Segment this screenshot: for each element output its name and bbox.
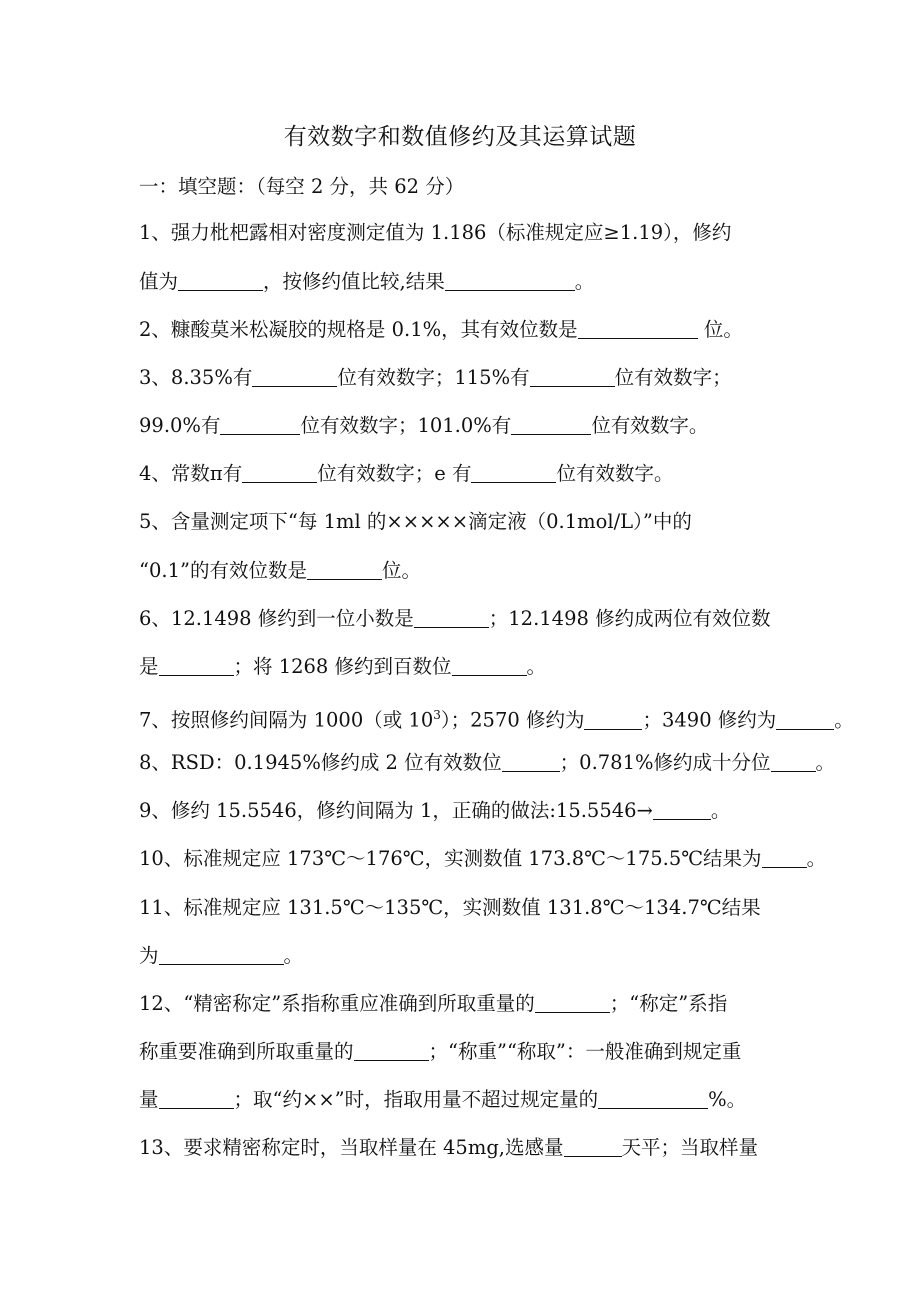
question-6-line-1 xyxy=(139,604,899,634)
q6-text-d: ；将 1268 修约到百数位 xyxy=(233,655,452,678)
q12-text-f: ；取“约××”时，指取用量不超过规定量的 xyxy=(233,1088,599,1111)
answer-blank[interactable] xyxy=(354,1038,429,1061)
question-12-line-3 xyxy=(139,1085,899,1115)
question-5-line-2 xyxy=(139,556,899,586)
section-heading: 一：填空题：（每空 2 分，共 62 分） xyxy=(139,175,465,198)
q5-text-b: “0.1”的有效位数是 xyxy=(139,559,307,582)
question-13-line xyxy=(139,1133,899,1163)
q7-text-c: ；3490 修约为 xyxy=(642,708,777,732)
q8-text-a: 8、RSD：0.1945%修约成 2 位有效数位 xyxy=(139,751,502,774)
q10-text-b: 。 xyxy=(806,847,827,870)
question-2-line xyxy=(139,315,899,345)
answer-blank[interactable] xyxy=(445,268,575,291)
answer-blank[interactable] xyxy=(771,749,816,772)
answer-blank[interactable] xyxy=(220,412,300,435)
q11-text-a: 11、标准规定应 131.5℃～135℃，实测数值 131.8℃～134.7℃结果 xyxy=(139,896,761,919)
q1-text-a: 1、强力枇杷露相对密度测定值为 1.186（标准规定应≥1.19），修约 xyxy=(139,221,732,244)
answer-blank[interactable] xyxy=(653,797,711,820)
q6-text-a: 6、12.1498 修约到一位小数是 xyxy=(139,607,414,630)
question-3-line-1 xyxy=(139,363,899,393)
q9-text-b: 。 xyxy=(710,799,731,822)
question-6-line-2 xyxy=(139,652,899,682)
answer-blank[interactable] xyxy=(471,460,556,483)
page-title: 有效数字和数值修约及其运算试题 xyxy=(283,124,637,150)
q3-text-c: 位有效数字； xyxy=(614,366,732,389)
question-12-line-1 xyxy=(139,989,899,1019)
q1-text-d: 。 xyxy=(574,270,595,293)
answer-blank[interactable] xyxy=(530,364,615,387)
answer-blank[interactable] xyxy=(762,845,807,868)
q7-superscript: 3 xyxy=(433,708,441,722)
answer-blank[interactable] xyxy=(242,460,317,483)
question-8-line xyxy=(139,748,899,778)
q10-text-a: 10、标准规定应 173℃～176℃，实测数值 173.8℃～175.5℃结果为 xyxy=(139,847,762,870)
answer-blank[interactable] xyxy=(598,1086,708,1109)
q3-text-d: 99.0%有 xyxy=(139,414,221,437)
q9-text-a: 9、修约 15.5546，修约间隔为 1，正确的做法:15.5546→ xyxy=(139,799,653,822)
question-12-line-2 xyxy=(139,1037,899,1067)
answer-blank[interactable] xyxy=(776,707,834,730)
answer-blank[interactable] xyxy=(578,316,698,339)
q12-text-b: ；“称定”系指 xyxy=(609,992,728,1015)
q12-text-d: ；“称重”“称取”：一般准确到规定重 xyxy=(428,1040,742,1063)
question-1-line-2 xyxy=(139,267,899,297)
q4-text-c: 位有效数字。 xyxy=(556,462,674,485)
q6-text-b: ；12.1498 修约成两位有效位数 xyxy=(488,607,771,630)
question-7-line xyxy=(139,700,899,730)
q7-text-d: 。 xyxy=(834,708,854,732)
question-5-line-1 xyxy=(139,507,899,537)
answer-blank[interactable] xyxy=(414,605,489,628)
q12-text-c: 称重要准确到所取重量的 xyxy=(139,1040,354,1063)
question-3-line-2 xyxy=(139,411,899,441)
answer-blank[interactable] xyxy=(452,653,527,676)
answer-blank[interactable] xyxy=(159,653,234,676)
question-11-line-2 xyxy=(139,941,899,971)
answer-blank[interactable] xyxy=(178,268,263,291)
q11-text-c: 。 xyxy=(283,944,304,967)
q6-text-c: 是 xyxy=(139,655,159,678)
q4-text-a: 4、常数π有 xyxy=(139,462,243,485)
q4-text-b: 位有效数字；e 有 xyxy=(317,462,472,485)
q12-text-g: %。 xyxy=(708,1088,747,1111)
q2-text-a: 2、糠酸莫米松凝胶的规格是 0.1%，其有效位数是 xyxy=(139,318,578,341)
answer-blank[interactable] xyxy=(159,1086,234,1109)
answer-blank[interactable] xyxy=(252,364,337,387)
answer-blank[interactable] xyxy=(502,749,560,772)
q5-text-a: 5、含量测定项下“每 1ml 的×××××滴定液（0.1mol/L）”中的 xyxy=(139,510,692,533)
q8-text-c: 。 xyxy=(815,751,836,774)
question-11-line-1 xyxy=(139,893,899,923)
q1-text-b: 值为 xyxy=(139,270,179,293)
q8-text-b: ；0.781%修约成十分位 xyxy=(559,751,771,774)
question-4-line xyxy=(139,459,899,489)
answer-blank[interactable] xyxy=(564,1134,622,1157)
q12-text-e: 量 xyxy=(139,1088,159,1111)
q5-text-c: 位。 xyxy=(381,559,421,582)
answer-blank[interactable] xyxy=(511,412,591,435)
q3-text-a: 3、8.35%有 xyxy=(139,366,253,389)
q3-text-f: 位有效数字。 xyxy=(591,414,709,437)
answer-blank[interactable] xyxy=(584,707,642,730)
q13-text-a: 13、要求精密称定时，当取样量在 45mg,选感量 xyxy=(139,1136,564,1159)
q7-text-b: ）；2570 修约为 xyxy=(440,708,585,732)
q6-text-e: 。 xyxy=(526,655,547,678)
q3-text-b: 位有效数字；115%有 xyxy=(337,366,530,389)
answer-blank[interactable] xyxy=(307,557,382,580)
question-1-line-1 xyxy=(139,218,899,248)
answer-blank[interactable] xyxy=(535,990,610,1013)
q11-text-b: 为 xyxy=(139,944,159,967)
question-10-line xyxy=(139,844,899,874)
q1-text-c: ，按修约值比较,结果 xyxy=(263,270,445,293)
q12-text-a: 12、“精密称定”系指称重应准确到所取重量的 xyxy=(139,992,535,1015)
answer-blank[interactable] xyxy=(159,942,284,965)
q2-text-b: 位。 xyxy=(697,318,743,341)
q7-text-a: 7、按照修约间隔为 1000（或 10 xyxy=(139,708,434,732)
q3-text-e: 位有效数字；101.0%有 xyxy=(300,414,512,437)
q13-text-b: 天平；当取样量 xyxy=(621,1136,759,1159)
question-9-line xyxy=(139,796,899,826)
